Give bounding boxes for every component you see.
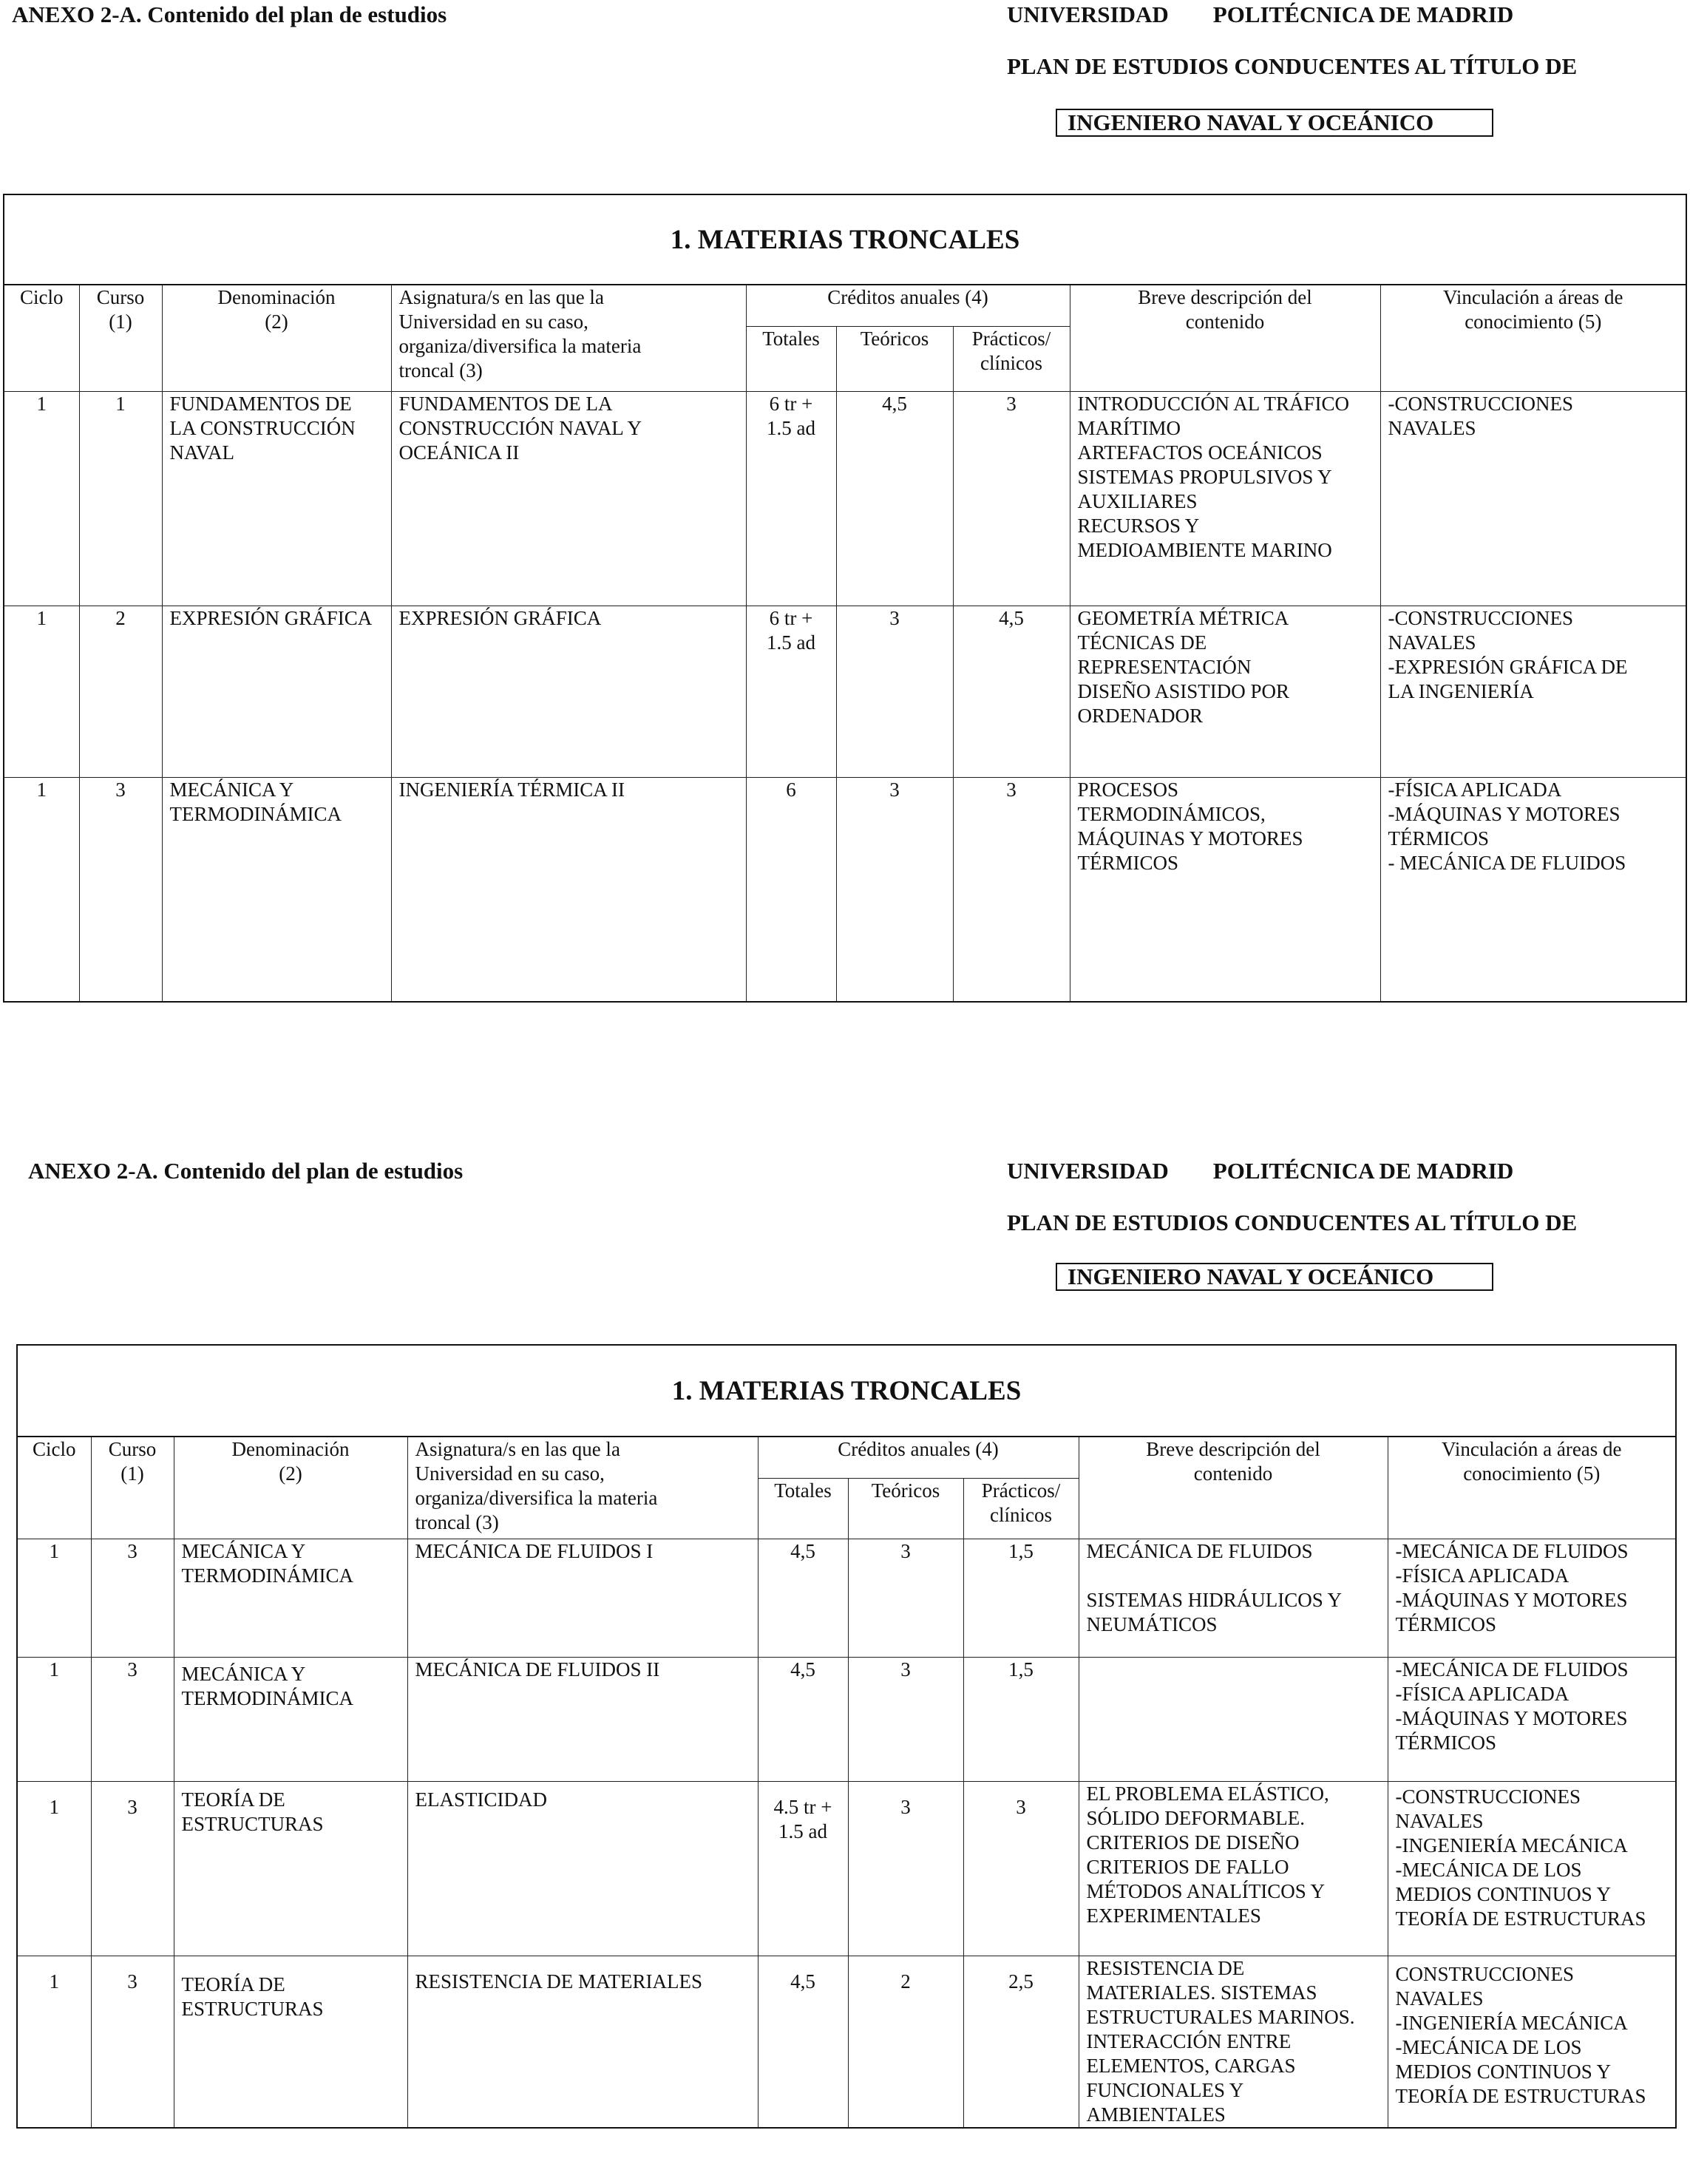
cell-teoricos: 3 <box>836 606 953 777</box>
col-creditos: Créditos anuales (4) <box>746 285 1070 326</box>
col-teoricos: Teóricos <box>836 326 953 391</box>
cell-ciclo: 1 <box>4 606 79 777</box>
cell-practicos: 4,5 <box>953 606 1070 777</box>
col-totales: Totales <box>758 1478 848 1539</box>
cell-ciclo: 1 <box>17 1539 91 1657</box>
cell-totales: 4.5 tr + 1.5 ad <box>758 1781 848 1956</box>
annex-heading: ANEXO 2-A. Contenido del plan de estudios <box>12 1 447 27</box>
cell-denominacion: MECÁNICA Y TERMODINÁMICA <box>174 1657 407 1781</box>
col-asignatura: Asignatura/s en las que la Universidad en su caso, organiza/diversifica la materia troncal (3) <box>391 285 746 391</box>
cell-descripcion: MECÁNICA DE FLUIDOS SISTEMAS HIDRÁULICOS Y NEUMÁTICOS <box>1079 1539 1388 1657</box>
col-practicos: Prácticos/ clínicos <box>963 1478 1079 1539</box>
university-name: POLITÉCNICA DE MADRID <box>1212 1 1514 27</box>
col-denominacion: Denominación (2) <box>174 1437 407 1539</box>
table-title: 1. MATERIAS TRONCALES <box>4 194 1686 285</box>
table-row <box>4 391 1686 606</box>
col-descripcion: Breve descripción del contenido <box>1079 1437 1388 1539</box>
table-row <box>17 1657 1676 1781</box>
cell-vinculacion: -CONSTRUCCIONES NAVALES -EXPRESIÓN GRÁFICA DE LA INGENIERÍA <box>1380 606 1686 777</box>
col-teoricos: Teóricos <box>848 1478 963 1539</box>
cell-denominacion: MECÁNICA Y TERMODINÁMICA <box>162 777 391 1002</box>
col-vinculacion: Vinculación a áreas de conocimiento (5) <box>1388 1437 1676 1539</box>
cell-vinculacion: -MECÁNICA DE FLUIDOS -FÍSICA APLICADA -MÁQUINAS Y MOTORES TÉRMICOS <box>1388 1657 1676 1781</box>
cell-teoricos: 4,5 <box>836 391 953 606</box>
cell-totales: 6 <box>746 777 836 1002</box>
degree-box: INGENIERO NAVAL Y OCEÁNICO <box>1056 1263 1493 1291</box>
cell-denominacion: TEORÍA DE ESTRUCTURAS <box>174 1781 407 1956</box>
cell-practicos: 1,5 <box>963 1539 1079 1657</box>
table-row <box>17 1781 1676 1956</box>
cell-totales: 6 tr + 1.5 ad <box>746 606 836 777</box>
annex-heading: ANEXO 2-A. Contenido del plan de estudios <box>28 1158 464 1184</box>
university-name: POLITÉCNICA DE MADRID <box>1212 1158 1514 1184</box>
cell-vinculacion: CONSTRUCCIONES NAVALES -INGENIERÍA MECÁNICA -MECÁNICA DE LOS MEDIOS CONTINUOS Y TEORÍA DE ESTRUCTURAS <box>1388 1956 1676 2128</box>
cell-curso: 3 <box>91 1657 174 1781</box>
university-label: UNIVERSIDAD <box>1007 1 1169 27</box>
page-2 <box>0 1153 1690 2184</box>
cell-curso: 3 <box>79 777 162 1002</box>
cell-ciclo: 1 <box>4 777 79 1002</box>
cell-asignatura: MECÁNICA DE FLUIDOS I <box>407 1539 758 1657</box>
cell-asignatura: INGENIERÍA TÉRMICA II <box>391 777 746 1002</box>
cell-teoricos: 3 <box>848 1539 963 1657</box>
col-ciclo: Ciclo <box>17 1437 91 1539</box>
col-descripcion: Breve descripción del contenido <box>1070 285 1380 391</box>
col-curso: Curso (1) <box>79 285 162 391</box>
cell-teoricos: 3 <box>848 1781 963 1956</box>
col-denominacion: Denominación (2) <box>162 285 391 391</box>
cell-asignatura: ELASTICIDAD <box>407 1781 758 1956</box>
plan-heading: PLAN DE ESTUDIOS CONDUCENTES AL TÍTULO DE <box>1007 1210 1578 1235</box>
cell-totales: 4,5 <box>758 1657 848 1781</box>
cell-denominacion: FUNDAMENTOS DE LA CONSTRUCCIÓN NAVAL <box>162 391 391 606</box>
cell-totales: 6 tr + 1.5 ad <box>746 391 836 606</box>
col-totales: Totales <box>746 326 836 391</box>
col-curso: Curso (1) <box>91 1437 174 1539</box>
cell-asignatura: FUNDAMENTOS DE LA CONSTRUCCIÓN NAVAL Y OCEÁNICA II <box>391 391 746 606</box>
col-creditos: Créditos anuales (4) <box>758 1437 1079 1478</box>
materias-table-1 <box>3 194 1687 1003</box>
cell-totales: 4,5 <box>758 1956 848 2128</box>
cell-curso: 3 <box>91 1781 174 1956</box>
cell-ciclo: 1 <box>17 1956 91 2128</box>
cell-practicos: 1,5 <box>963 1657 1079 1781</box>
cell-denominacion: TEORÍA DE ESTRUCTURAS <box>174 1956 407 2128</box>
cell-descripcion: GEOMETRÍA MÉTRICA TÉCNICAS DE REPRESENTACIÓN DISEÑO ASISTIDO POR ORDENADOR <box>1070 606 1380 777</box>
col-vinculacion: Vinculación a áreas de conocimiento (5) <box>1380 285 1686 391</box>
cell-vinculacion: -CONSTRUCCIONES NAVALES <box>1380 391 1686 606</box>
university-label: UNIVERSIDAD <box>1007 1158 1169 1184</box>
cell-practicos: 3 <box>953 391 1070 606</box>
cell-ciclo: 1 <box>4 391 79 606</box>
cell-descripcion: INTRODUCCIÓN AL TRÁFICO MARÍTIMO ARTEFACTOS OCEÁNICOS SISTEMAS PROPULSIVOS Y AUXILIARES RECURSOS Y MEDIOAMBIENTE MARINO <box>1070 391 1380 606</box>
col-asignatura: Asignatura/s en las que la Universidad en su caso, organiza/diversifica la materia troncal (3) <box>407 1437 758 1539</box>
cell-denominacion: MECÁNICA Y TERMODINÁMICA <box>174 1539 407 1657</box>
col-ciclo: Ciclo <box>4 285 79 391</box>
cell-asignatura: RESISTENCIA DE MATERIALES <box>407 1956 758 2128</box>
cell-totales: 4,5 <box>758 1539 848 1657</box>
cell-teoricos: 3 <box>848 1657 963 1781</box>
cell-curso: 1 <box>79 391 162 606</box>
cell-vinculacion: -MECÁNICA DE FLUIDOS -FÍSICA APLICADA -MÁQUINAS Y MOTORES TÉRMICOS <box>1388 1539 1676 1657</box>
cell-curso: 3 <box>91 1956 174 2128</box>
table-title: 1. MATERIAS TRONCALES <box>17 1345 1676 1437</box>
cell-practicos: 3 <box>963 1781 1079 1956</box>
cell-ciclo: 1 <box>17 1781 91 1956</box>
cell-asignatura: EXPRESIÓN GRÁFICA <box>391 606 746 777</box>
cell-vinculacion: -FÍSICA APLICADA -MÁQUINAS Y MOTORES TÉRMICOS - MECÁNICA DE FLUIDOS <box>1380 777 1686 1002</box>
university-line <box>1007 1 1513 28</box>
col-practicos: Prácticos/ clínicos <box>953 326 1070 391</box>
cell-asignatura: MECÁNICA DE FLUIDOS II <box>407 1657 758 1781</box>
table-row <box>17 1539 1676 1657</box>
cell-vinculacion: -CONSTRUCCIONES NAVALES -INGENIERÍA MECÁNICA -MECÁNICA DE LOS MEDIOS CONTINUOS Y TEORÍA DE ESTRUCTURAS <box>1388 1781 1676 1956</box>
materias-table-2 <box>16 1344 1677 2129</box>
cell-descripcion: RESISTENCIA DE MATERIALES. SISTEMAS ESTRUCTURALES MARINOS. INTERACCIÓN ENTRE ELEMENTOS, CARGAS FUNCIONALES Y AMBIENTALES <box>1079 1956 1388 2128</box>
cell-descripcion: EL PROBLEMA ELÁSTICO, SÓLIDO DEFORMABLE. CRITERIOS DE DISEÑO CRITERIOS DE FALLO MÉTODOS ANALÍTICOS Y EXPERIMENTALES <box>1079 1781 1388 1956</box>
table-row <box>4 606 1686 777</box>
plan-heading: PLAN DE ESTUDIOS CONDUCENTES AL TÍTULO DE <box>1007 53 1578 79</box>
page-1 <box>0 0 1690 1079</box>
cell-descripcion <box>1079 1657 1388 1781</box>
table-row <box>17 1956 1676 2128</box>
cell-practicos: 3 <box>953 777 1070 1002</box>
cell-denominacion: EXPRESIÓN GRÁFICA <box>162 606 391 777</box>
cell-curso: 3 <box>91 1539 174 1657</box>
university-line <box>1007 1158 1513 1184</box>
cell-teoricos: 3 <box>836 777 953 1002</box>
cell-curso: 2 <box>79 606 162 777</box>
cell-ciclo: 1 <box>17 1657 91 1781</box>
cell-practicos: 2,5 <box>963 1956 1079 2128</box>
cell-teoricos: 2 <box>848 1956 963 2128</box>
degree-box: INGENIERO NAVAL Y OCEÁNICO <box>1056 109 1493 137</box>
cell-descripcion: PROCESOS TERMODINÁMICOS, MÁQUINAS Y MOTORES TÉRMICOS <box>1070 777 1380 1002</box>
table-row <box>4 777 1686 1002</box>
